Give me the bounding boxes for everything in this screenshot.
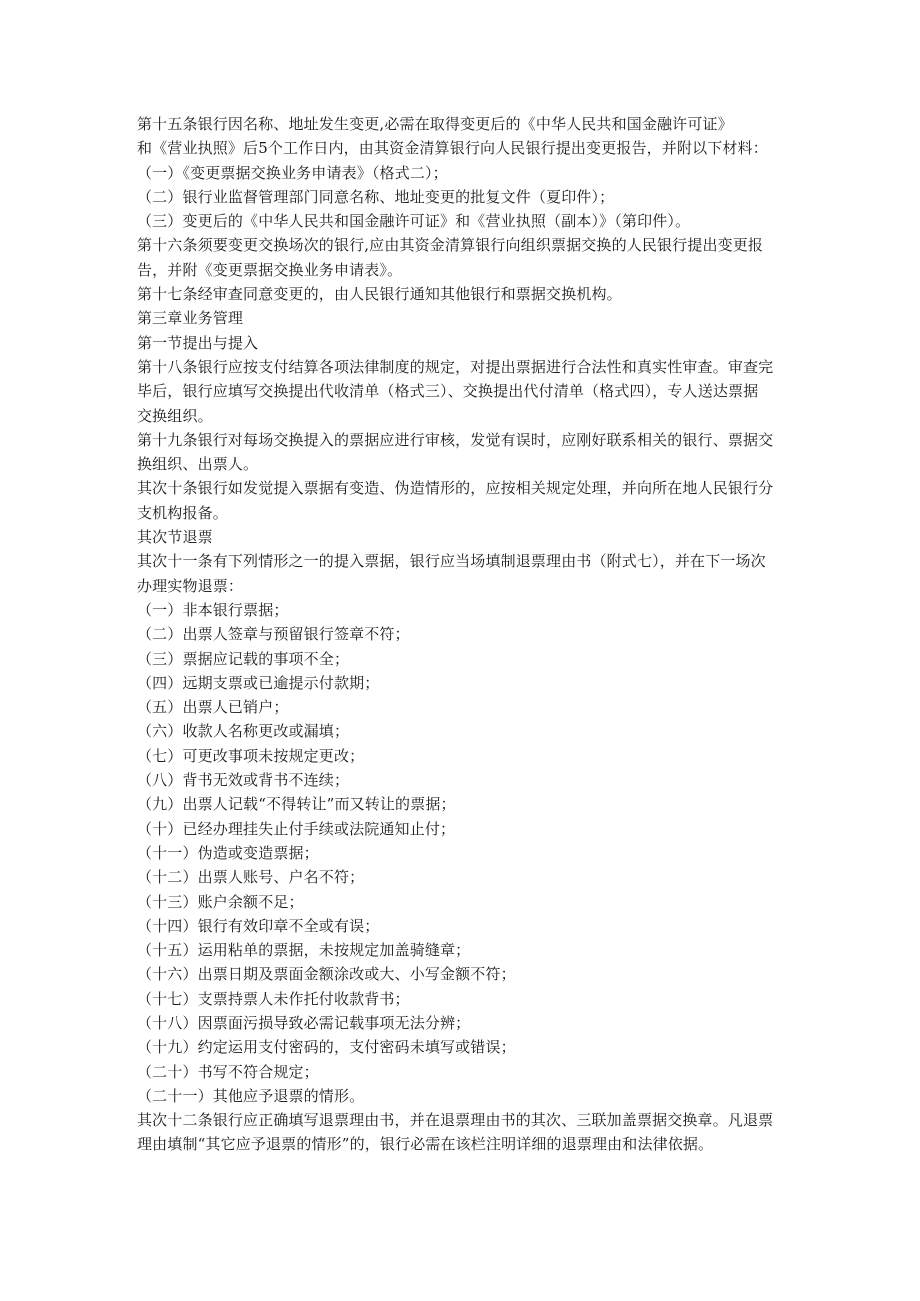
- text-line: 交换组织。: [137, 406, 213, 425]
- list-item: （一）《变更票据交换业务申请表》（格式二）；: [137, 163, 448, 182]
- list-item: （九）出票人记载“不得转让”而又转让的票据；: [137, 795, 456, 814]
- text-line: 其次十条银行如发觉提入票据有变造、伪造情形的，应按相关规定处理，并向所在地人民银行分: [137, 479, 774, 498]
- text-line: 和《营业执照》后5个工作日内，由其资金清算银行向人民银行提出变更报告，并附以下材料：: [137, 139, 768, 158]
- text-line: 换组织、出票人。: [137, 455, 259, 474]
- list-item: （十一）伪造或变造票据；: [137, 843, 319, 862]
- text-line: 理由填制“其它应予退票的情形”的，银行必需在该栏注明详细的退票理由和法律依据。: [137, 1135, 714, 1154]
- list-item: （十五）运用粘单的票据，未按规定加盖骑缝章；: [137, 941, 471, 960]
- list-item: （二十一）其他应予退票的情形。: [137, 1086, 365, 1105]
- list-item: （一）非本银行票据；: [137, 600, 289, 619]
- text-line: 其次十一条有下列情形之一的提入票据，银行应当场填制退票理由书（附式七），并在下一场次: [137, 552, 766, 571]
- list-item: （四）远期支票或已逾提示付款期；: [137, 673, 380, 692]
- list-item: （十三）账户余额不足；: [137, 892, 304, 911]
- text-line: 第十九条银行对每场交换提入的票据应进行审核，发觉有误时，应刚好联系相关的银行、票据交: [137, 430, 774, 449]
- chapter-heading: 第三章业务管理: [137, 309, 244, 328]
- text-line: 其次十二条银行应正确填写退票理由书，并在退票理由书的其次、三联加盖票据交换章。凡退票: [137, 1111, 774, 1130]
- list-item: （三）变更后的《中华人民共和国金融许可证》和《营业执照（副本）》（第印件）。: [137, 212, 691, 231]
- text-line: 办理实物退票：: [137, 576, 244, 595]
- list-item: （二）出票人签章与预留银行签章不符；: [137, 625, 410, 644]
- text-line: 第十五条银行因名称、地址发生变更,必需在取得变更后的《中华人民共和国金融许可证》: [137, 115, 733, 133]
- section-heading: 其次节退票: [137, 528, 213, 547]
- list-item: （十九）约定运用支付密码的，支付密码未填写或错误；: [137, 1038, 516, 1057]
- list-item: （七）可更改事项未按规定更改；: [137, 746, 365, 765]
- list-item: （十六）出票日期及票面金额涂改或大、小写金额不符；: [137, 965, 516, 984]
- list-item: （十七）支票持票人未作托付收款背书；: [137, 989, 410, 1008]
- text-line: 毕后，银行应填写交换提出代收清单（格式三）、交换提出代付清单（格式四），专人送达票据: [137, 382, 759, 401]
- list-item: （五）出票人已销户；: [137, 698, 289, 717]
- list-item: （十二）出票人账号、户名不符；: [137, 868, 365, 887]
- list-item: （十八）因票面污损导致必需记载事项无法分辨；: [137, 1013, 471, 1032]
- list-item: （六）收款人名称更改或漏填；: [137, 722, 350, 741]
- text-line: 第十六条须要变更交换场次的银行,应由其资金清算银行向组织票据交换的人民银行提出变更报: [137, 236, 764, 255]
- text-line: 第十八条银行应按支付结算各项法律制度的规定，对提出票据进行合法性和真实性审查。审查完: [137, 357, 774, 376]
- list-item: （二）银行业监督管理部门同意名称、地址变更的批复文件（夏印件）；: [137, 187, 615, 206]
- document-body: [137, 112, 797, 1157]
- list-item: （三）票据应记载的事项不全；: [137, 649, 350, 668]
- list-item: （十四）银行有效印章不全或有误；: [137, 916, 380, 935]
- text-line: 支机构报备。: [137, 503, 228, 522]
- text-line: 告，并附《变更票据交换业务申请表》。: [137, 260, 403, 279]
- text-line: 第十七条经审查同意变更的，由人民银行通知其他银行和票据交换机构。: [137, 285, 622, 304]
- list-item: （二十）书写不符合规定；: [137, 1062, 319, 1081]
- section-heading: 第一节提出与提入: [137, 333, 259, 352]
- list-item: （八）背书无效或背书不连续；: [137, 771, 350, 790]
- list-item: （十）已经办理挂失止付手续或法院通知止付；: [137, 819, 456, 838]
